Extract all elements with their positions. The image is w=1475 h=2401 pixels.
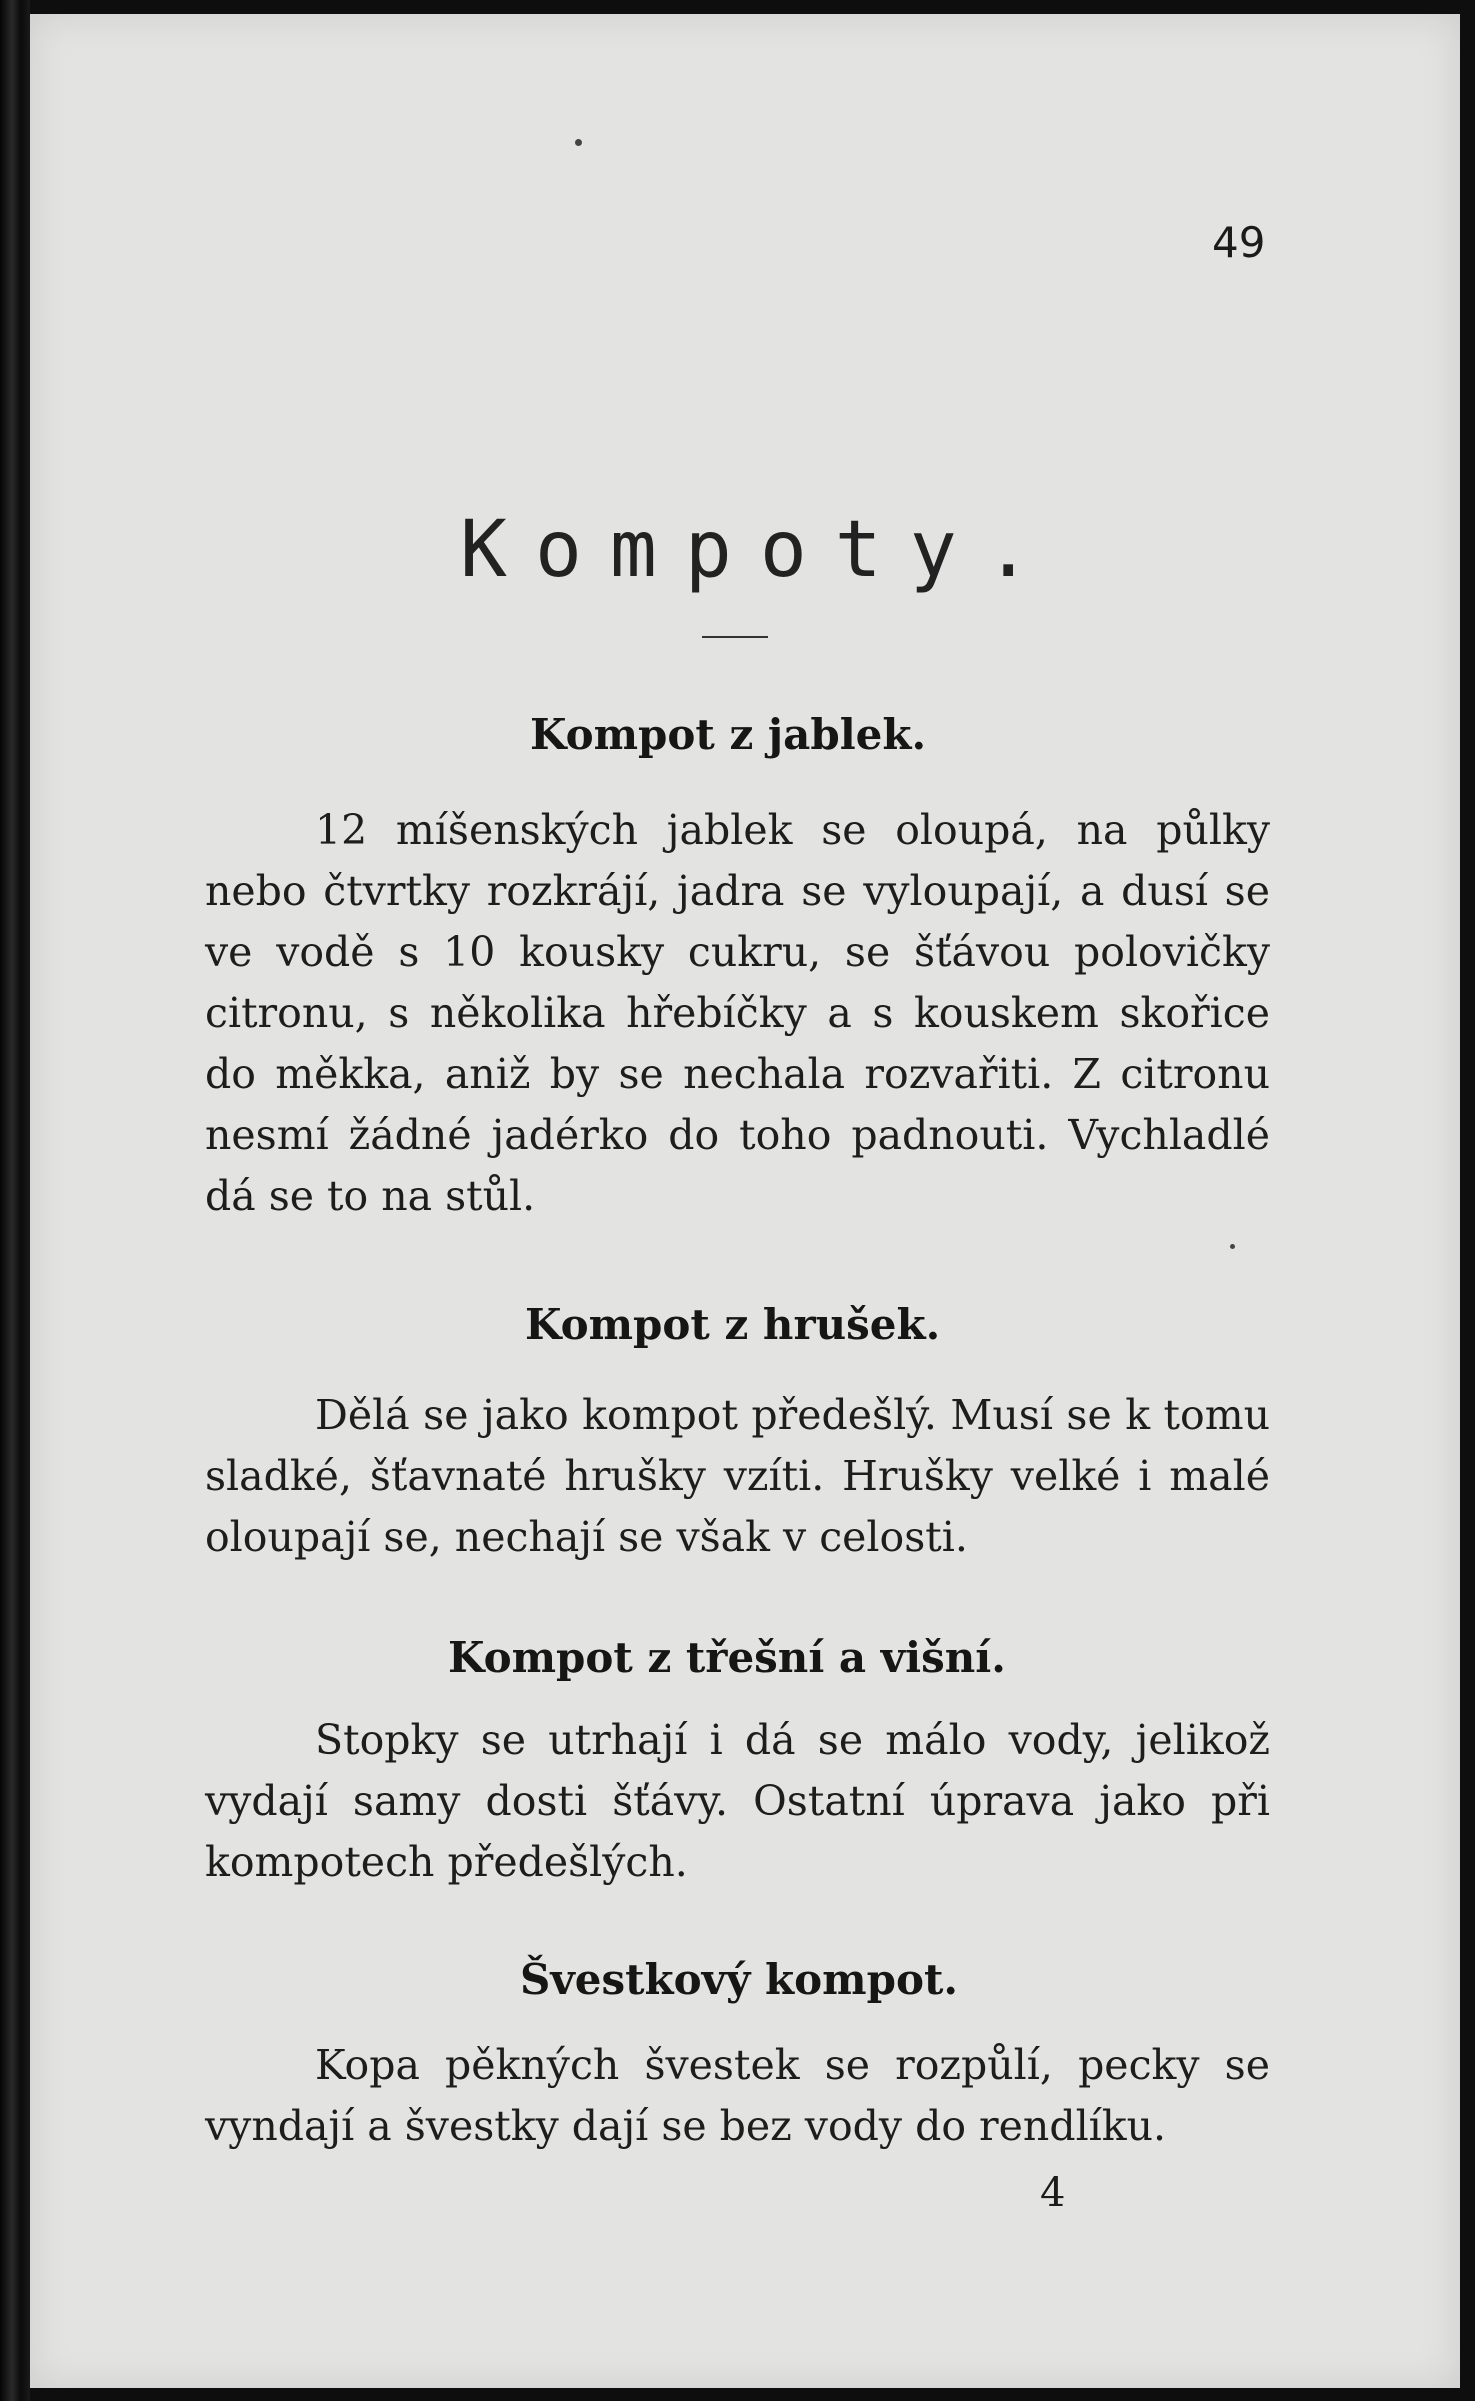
section-heading: Kompot z jablek. <box>530 710 927 759</box>
section-text <box>205 1710 1270 1893</box>
page-number: 49 <box>1212 218 1266 267</box>
section-body: Kopa pěkných švestek se rozpůlí, pecky se vyndají a švestky dají se bez vody do rendlíku. <box>205 2041 1270 2150</box>
chapter-title: Kompoty. <box>460 505 1060 595</box>
paper-speck <box>575 139 582 146</box>
section-text <box>205 800 1270 1227</box>
section-heading: Kompot z třešní a višní. <box>448 1633 1006 1682</box>
section-body: Dělá se jako kompot předešlý. Musí se k tomu sladké, šťavnaté hrušky vzíti. Hrušky velké i malé oloupají se, nechají se však v celosti. <box>205 1391 1270 1561</box>
section-heading: Švestkový kompot. <box>520 1955 959 2004</box>
section-text <box>205 1385 1270 1568</box>
section-body: 12 míšenských jablek se oloupá, na půlky nebo čtvrtky rozkrájí, jadra se vyloupají, a dusí se ve vodě s 10 kousky cukru, se šťávou polovičky citronu, s několika hřebíčky a s kouskem skořice do měkka, aniž by se nechala rozvařiti. Z citronu nesmí žádné jadérko do toho padnouti. Vychladlé dá se to na stůl. <box>205 806 1270 1220</box>
section-body: Stopky se utrhají i dá se málo vody, jelikož vydají samy dosti šťávy. Ostatní úprava jako při kompotech předešlých. <box>205 1716 1270 1886</box>
title-rule <box>702 636 768 638</box>
section-text <box>205 2035 1270 2157</box>
page-binding-edge <box>0 0 30 2401</box>
signature-mark: 4 <box>1040 2170 1066 2216</box>
section-heading: Kompot z hrušek. <box>525 1300 941 1349</box>
paper-speck <box>1230 1244 1235 1249</box>
